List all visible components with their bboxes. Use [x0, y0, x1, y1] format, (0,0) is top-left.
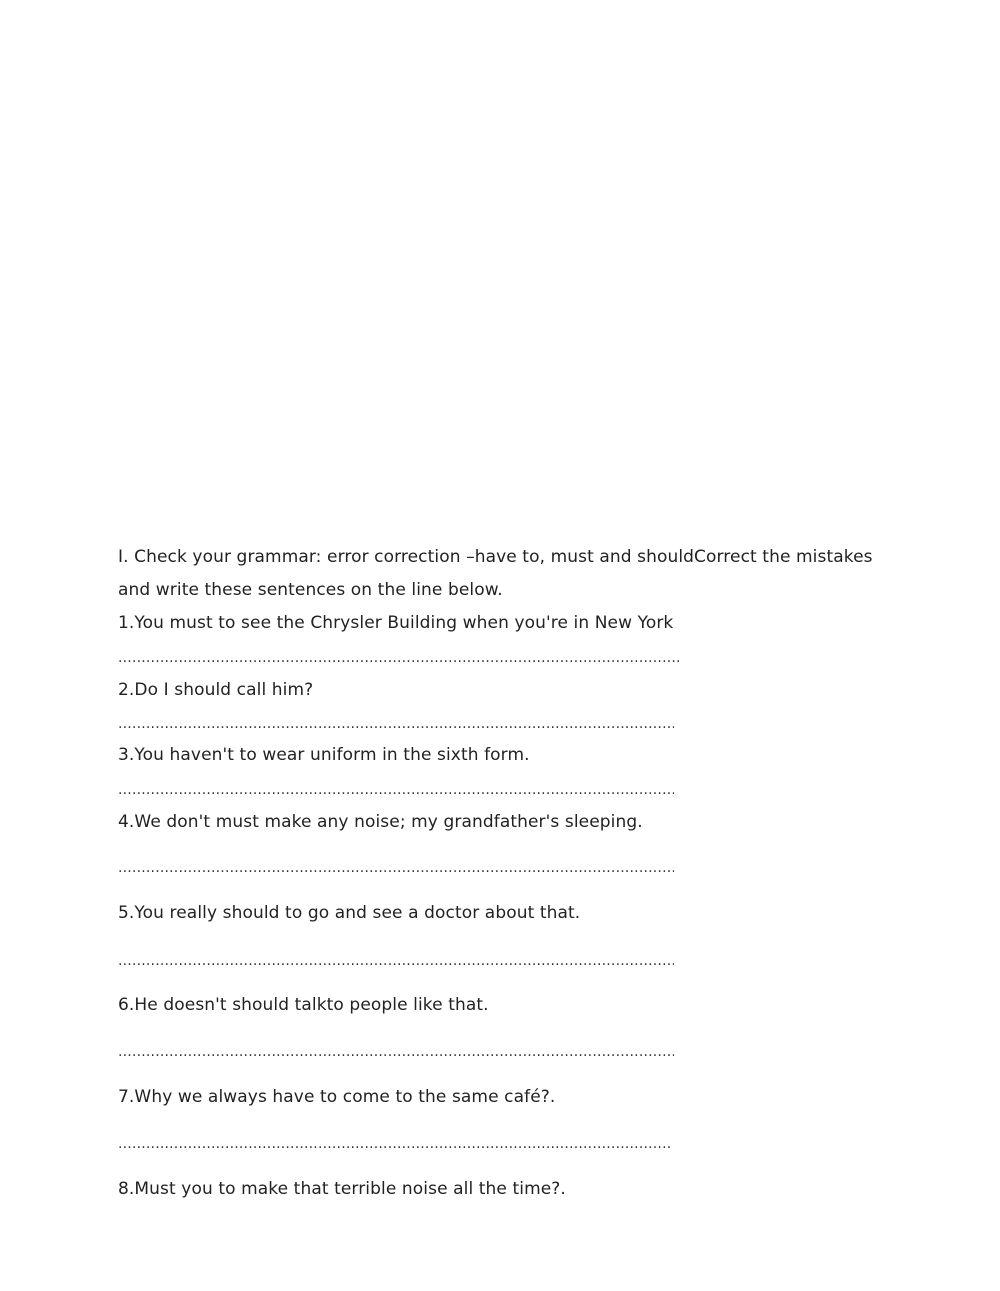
answer-line-4[interactable]: [118, 861, 674, 875]
question-4: 4.We don't must make any noise; my grandfather's sleeping.: [118, 812, 643, 832]
answer-line-1[interactable]: [118, 651, 680, 665]
instruction-line-1: I. Check your grammar: error correction –have to, must and shouldCorrect the mistakes: [118, 547, 873, 567]
answer-line-5[interactable]: [118, 954, 674, 968]
question-3: 3.You haven't to wear uniform in the sixth form.: [118, 745, 530, 765]
answer-line-6[interactable]: [118, 1045, 674, 1059]
question-5: 5.You really should to go and see a doctor about that.: [118, 903, 581, 923]
question-6: 6.He doesn't should talkto people like that.: [118, 995, 489, 1015]
answer-line-7[interactable]: [118, 1137, 670, 1151]
answer-line-3[interactable]: [118, 783, 674, 797]
instruction-line-2: and write these sentences on the line below.: [118, 580, 503, 600]
question-7: 7.Why we always have to come to the same café?.: [118, 1087, 556, 1107]
question-8: 8.Must you to make that terrible noise all the time?.: [118, 1179, 566, 1199]
answer-line-2[interactable]: [118, 717, 674, 731]
question-2: 2.Do I should call him?: [118, 680, 314, 700]
question-1: 1.You must to see the Chrysler Building when you're in New York: [118, 613, 674, 633]
